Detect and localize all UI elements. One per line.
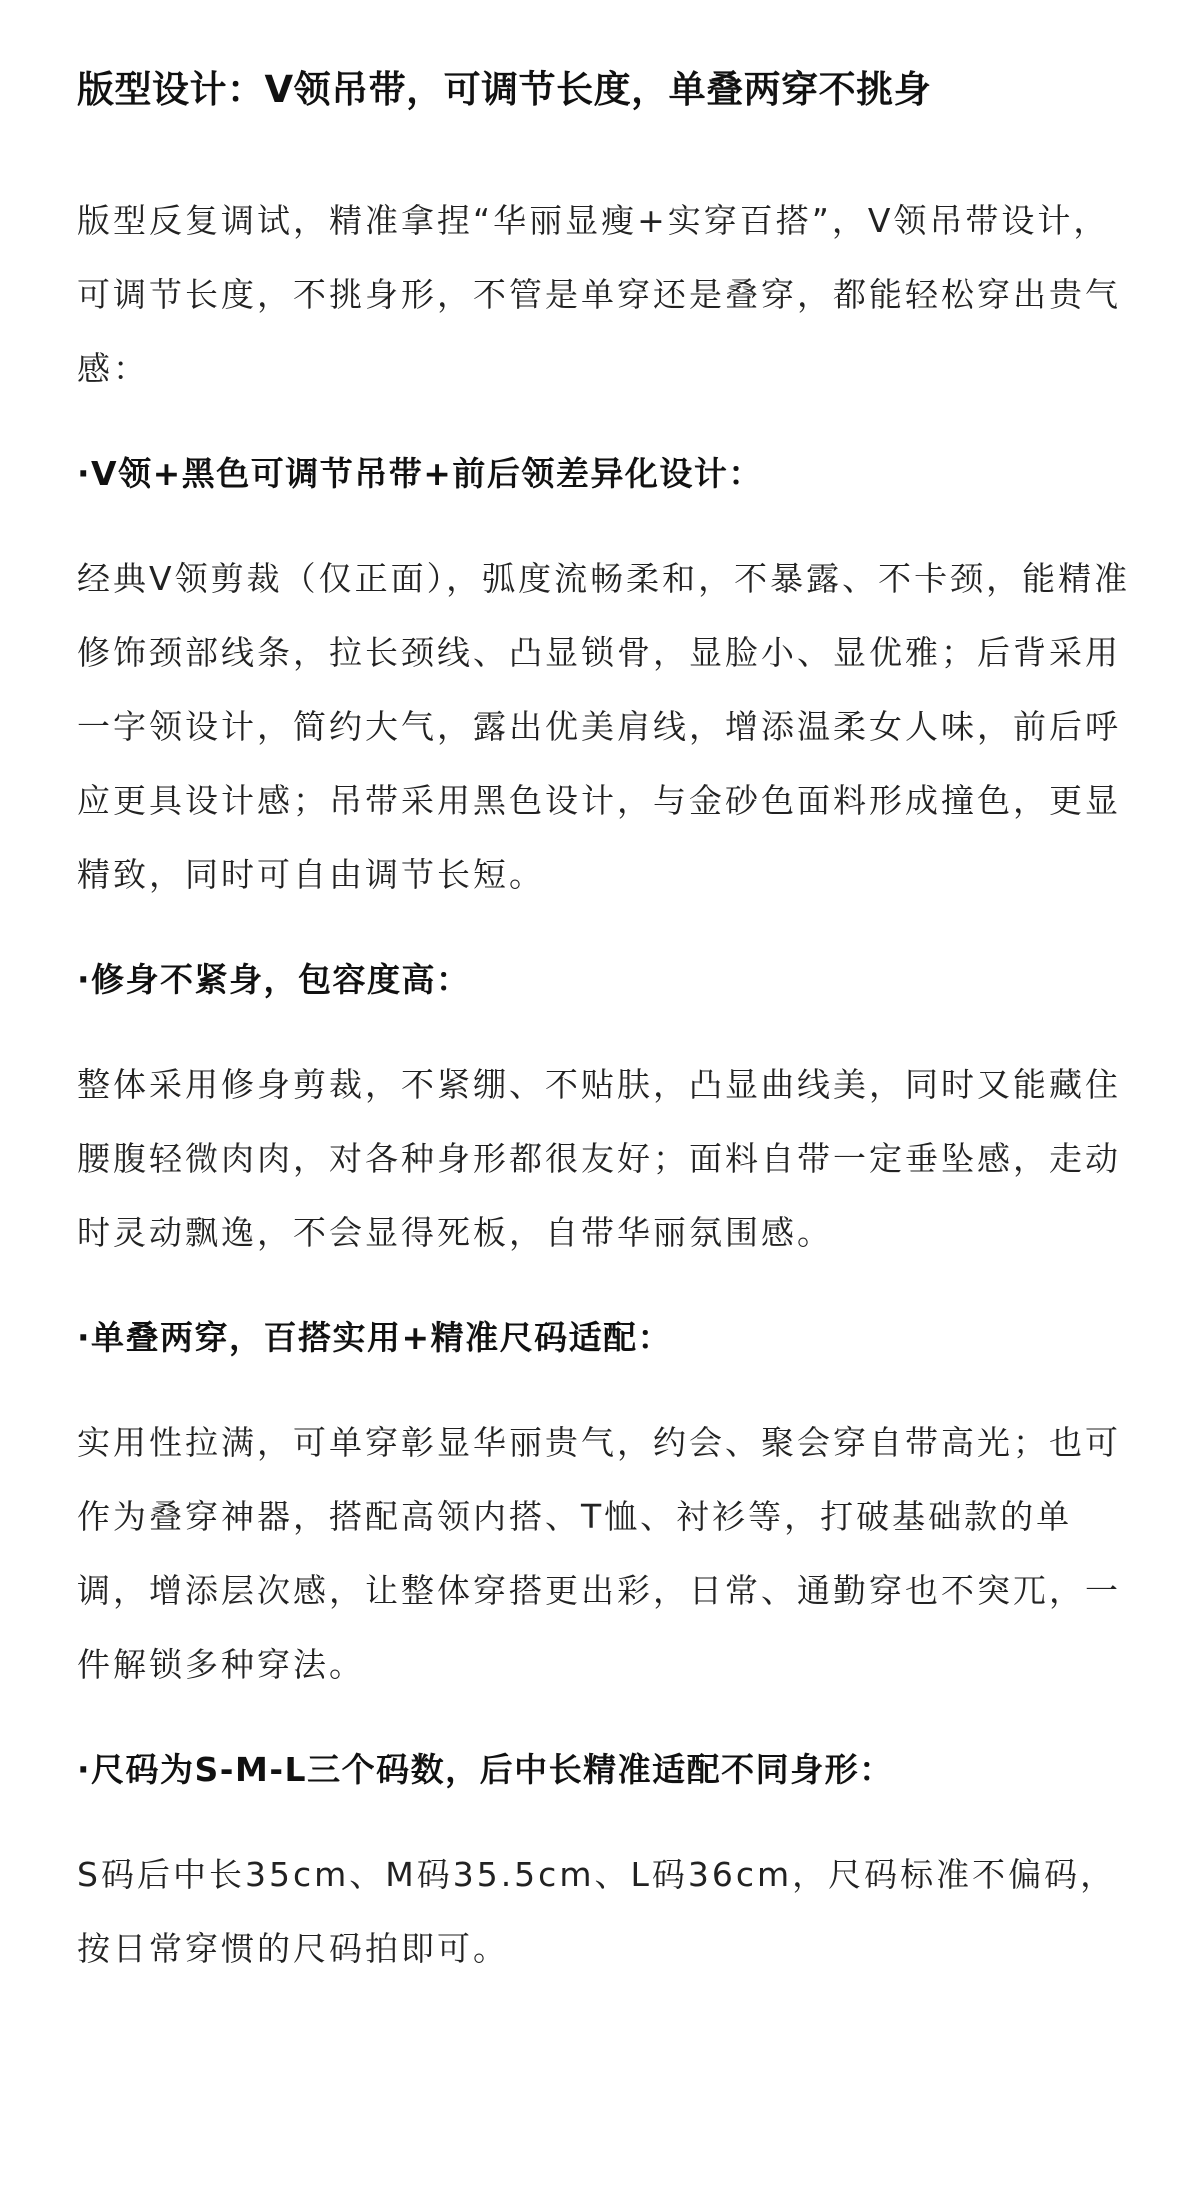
section-body: 经典V领剪裁（仅正面），弧度流畅柔和，不暴露、不卡颈，能精准修饰颈部线条，拉长颈线、凸显锁骨，显脸小、显优雅；后背采用一字领设计，简约大气，露出优美肩线，增添温柔女人味，前后呼应更具设计感；吊带采用黑色设计，与金砂色面料形成撞色，更显精致，同时可自由调节长短。 bbox=[77, 559, 1131, 894]
intro-paragraph: 版型反复调试，精准拿捏“华丽显瘦+实穿百搭”，V领吊带设计，可调节长度，不挑身形，不管是单穿还是叠穿，都能轻松穿出贵气感： bbox=[77, 201, 1121, 388]
section-v-neck bbox=[77, 444, 1137, 912]
section-heading: ·修身不紧身，包容度高： bbox=[77, 960, 471, 999]
section-styling bbox=[77, 1308, 1137, 1702]
section-heading: ·V领+黑色可调节吊带+前后领差异化设计： bbox=[77, 454, 763, 493]
section-body: 实用性拉满，可单穿彰显华丽贵气，约会、聚会穿自带高光；也可作为叠穿神器，搭配高领内搭、T恤、衬衫等，打破基础款的单调，增添层次感，让整体穿搭更出彩，日常、通勤穿也不突兀，一件解锁多种穿法。 bbox=[77, 1423, 1121, 1684]
section-fit bbox=[77, 950, 1137, 1270]
page-title: 版型设计：V领吊带，可调节长度，单叠两穿不挑身 bbox=[77, 68, 932, 111]
section-sizing bbox=[77, 1740, 1137, 1986]
section-body: 整体采用修身剪裁，不紧绷、不贴肤，凸显曲线美，同时又能藏住腰腹轻微肉肉，对各种身形都很友好；面料自带一定垂坠感，走动时灵动飘逸，不会显得死板，自带华丽氛围感。 bbox=[77, 1065, 1121, 1252]
section-body: S码后中长35cm、M码35.5cm、L码36cm，尺码标准不偏码，按日常穿惯的尺码拍即可。 bbox=[77, 1855, 1117, 1968]
section-heading: ·尺码为S-M-L三个码数，后中长精准适配不同身形： bbox=[77, 1750, 894, 1789]
product-description bbox=[77, 60, 1137, 1986]
section-heading: ·单叠两穿，百搭实用+精准尺码适配： bbox=[77, 1318, 673, 1357]
